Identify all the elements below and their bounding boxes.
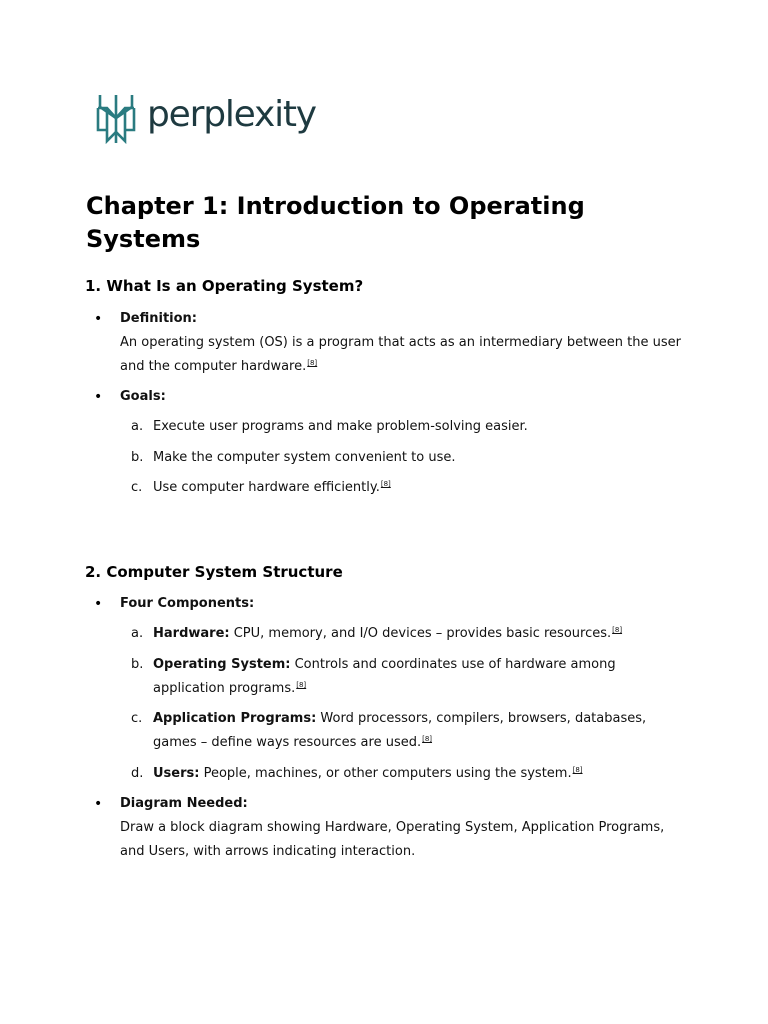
list-marker: a.	[131, 419, 144, 434]
definition-block	[120, 307, 690, 379]
goal-item: a. Execute user programs and make problem-solving easier.	[131, 415, 691, 439]
definition-label: Definition:	[120, 311, 198, 326]
bullet-icon: •	[94, 311, 103, 327]
section-heading-os: 1. What Is an Operating System?	[85, 277, 364, 295]
goals-label: Goals:	[120, 389, 166, 404]
goal-item: c. Use computer hardware efficiently.[8]	[131, 476, 691, 500]
list-marker: a.	[131, 626, 144, 641]
citation-link[interactable]: [8]	[296, 680, 307, 689]
perplexity-logo-icon	[95, 94, 137, 144]
list-marker: d.	[131, 766, 144, 781]
goal-item: b. Make the computer system convenient to use.	[131, 446, 691, 470]
list-marker: b.	[131, 450, 144, 465]
section-heading-structure: 2. Computer System Structure	[85, 563, 343, 581]
component-item: a. Hardware: CPU, memory, and I/O devices – provides basic resources.[8]	[131, 622, 691, 646]
perplexity-logo	[95, 94, 316, 144]
definition-text: An operating system (OS) is a program that acts as an intermediary between the user and the computer hardware.[8]	[120, 335, 681, 374]
list-marker: c.	[131, 480, 143, 495]
citation-link[interactable]: [8]	[422, 734, 433, 743]
brand-wordmark: perplexity	[147, 94, 316, 135]
bullet-icon: •	[94, 389, 103, 405]
component-item: b. Operating System: Controls and coordinates use of hardware among application programs.[8]	[131, 653, 691, 701]
citation-link[interactable]: [8]	[572, 765, 583, 774]
component-item: c. Application Programs: Word processors, compilers, browsers, databases, games – define ways resources are used.[8]	[131, 707, 691, 755]
diagram-text: Draw a block diagram showing Hardware, Operating System, Application Programs, and Users, with arrows indicating interaction.	[120, 820, 665, 859]
bullet-icon: •	[94, 596, 103, 612]
chapter-title: Chapter 1: Introduction to Operating Systems	[86, 192, 585, 253]
list-marker: b.	[131, 657, 144, 672]
diagram-block	[120, 792, 690, 864]
bullet-icon: •	[94, 796, 103, 812]
diagram-label: Diagram Needed:	[120, 796, 248, 811]
citation-link[interactable]: [8]	[307, 358, 318, 367]
components-label: Four Components:	[120, 596, 255, 611]
list-marker: c.	[131, 711, 143, 726]
citation-link[interactable]: [8]	[380, 479, 391, 488]
citation-link[interactable]: [8]	[612, 625, 623, 634]
component-item: d. Users: People, machines, or other computers using the system.[8]	[131, 762, 691, 786]
